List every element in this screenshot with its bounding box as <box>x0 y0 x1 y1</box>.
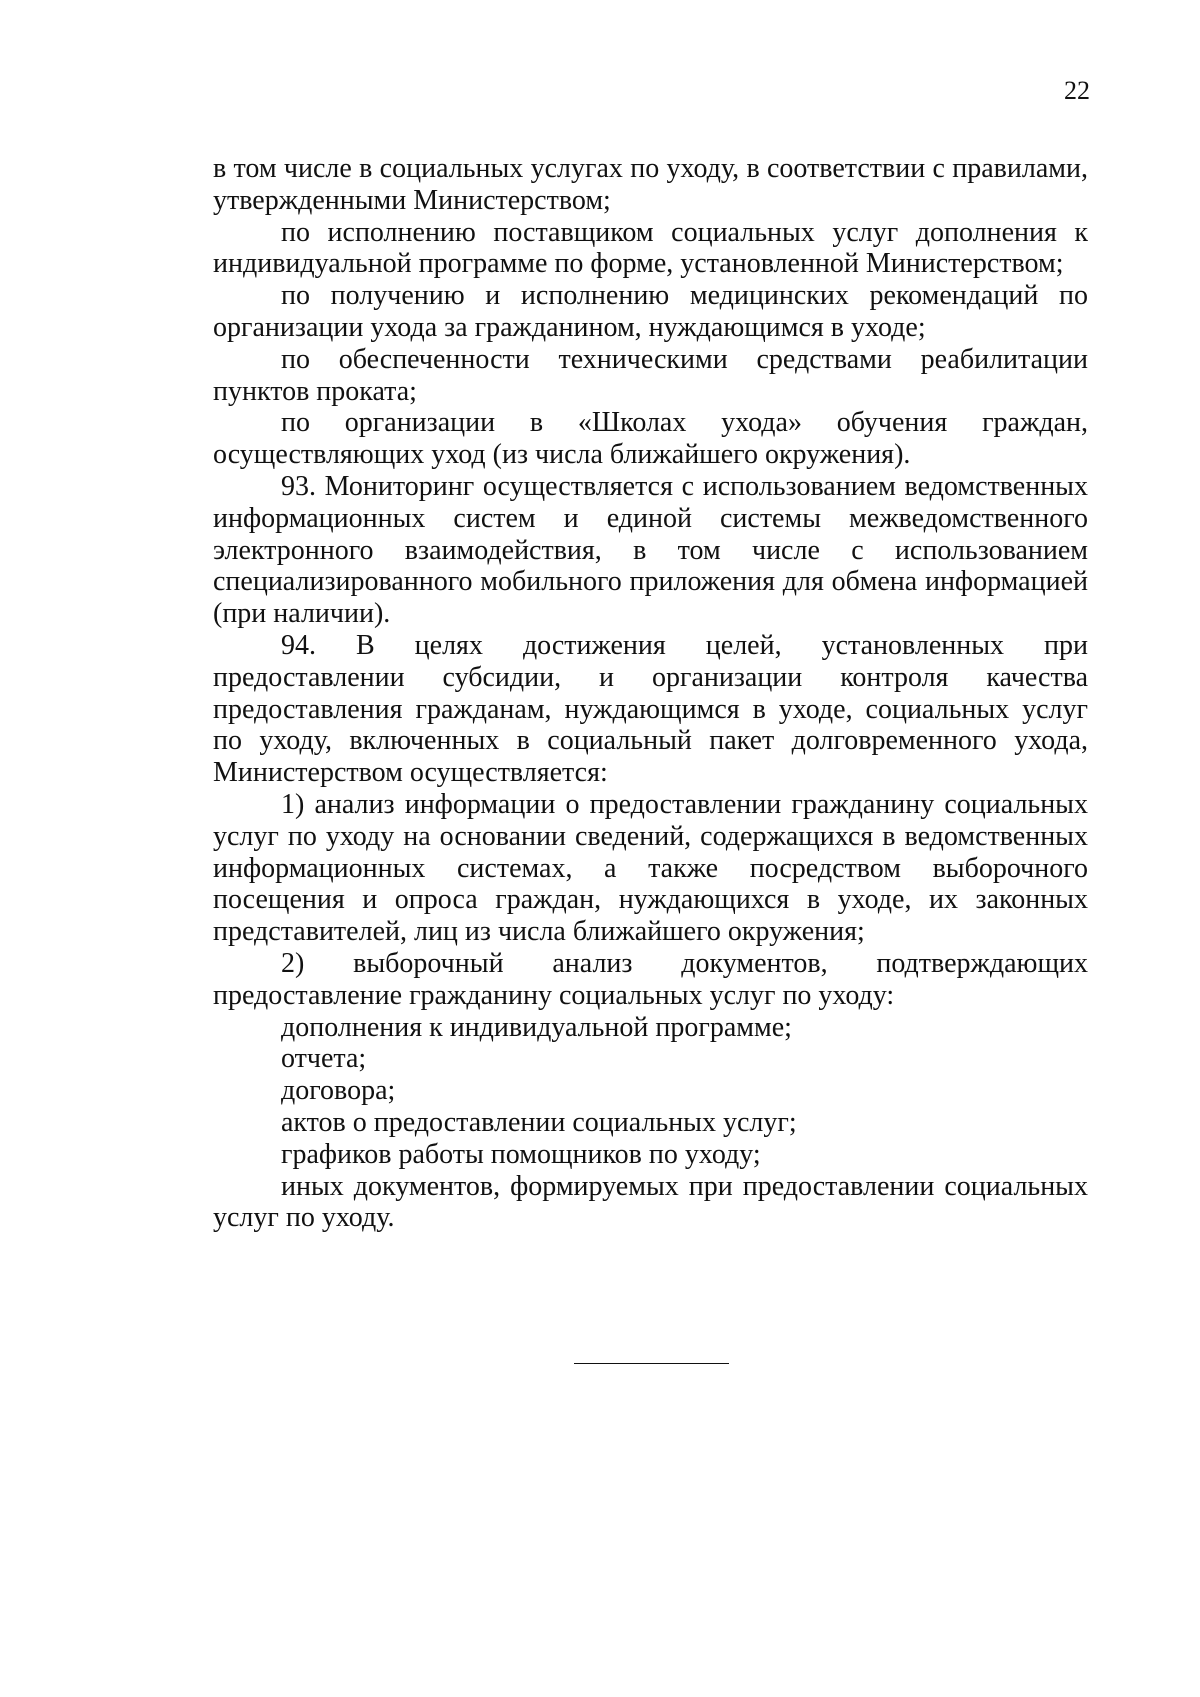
document-item-supplement: дополнения к индивидуальной программе; <box>281 1011 792 1043</box>
list-item-1-analysis: 1) анализ информации о предоставлении гражданину социальных услуг по уходу на основании сведений, содержащихся в ведомственных информационных системах, а также посредством выборочного посещения и опроса граждан, нуждающихся в уходе, их законных представителей, лиц из числа ближайшего окружения; <box>213 788 1088 948</box>
paragraph-medical-recommendations: по получению и исполнению медицинских рекомендаций по организации ухода за гражданином, нуждающимся в уходе; <box>213 280 1088 343</box>
document-item-other: иных документов, формируемых при предоставлении социальных услуг по уходу. <box>213 1170 1088 1234</box>
document-item-contract: договора; <box>281 1075 396 1107</box>
paragraph-care-schools: по организации в «Школах ухода» обучения граждан, осуществляющих уход (из числа ближайшего окружения). <box>213 407 1088 471</box>
paragraph-continuation: в том числе в социальных услугах по уходу, в соответствии с правилами, утвержденными Министерством; <box>213 153 1088 216</box>
document-body <box>213 153 1088 1234</box>
list-item-2-document-review: 2) выборочный анализ документов, подтверждающих предоставление гражданину социальных услуг по уходу: <box>213 947 1088 1011</box>
document-item-report: отчета; <box>281 1043 367 1075</box>
document-item-acts: актов о предоставлении социальных услуг; <box>281 1106 797 1138</box>
paragraph-supplement-execution: по исполнению поставщиком социальных услуг дополнения к индивидуальной программе по форме, установленной Министерством; <box>213 216 1088 280</box>
page-number: 22 <box>1064 76 1090 105</box>
paragraph-93-monitoring: 93. Мониторинг осуществляется с использованием ведомственных информационных систем и единой системы межведомственного электронного взаимодействия, в том числе с использованием специализированного мобильного приложения для обмена информацией (при наличии). <box>213 470 1088 630</box>
paragraph-rehab-equipment: по обеспеченности техническими средствами реабилитации пунктов проката; <box>213 343 1088 407</box>
end-of-document-line <box>574 1363 729 1364</box>
document-item-schedules: графиков работы помощников по уходу; <box>281 1138 761 1170</box>
paragraph-94-control: 94. В целях достижения целей, установленных при предоставлении субсидии, и организации контроля качества предоставления гражданам, нуждающимся в уходе, социальных услуг по уходу, включенных в социальный пакет долговременного ухода, Министерством осуществляется: <box>213 629 1088 789</box>
